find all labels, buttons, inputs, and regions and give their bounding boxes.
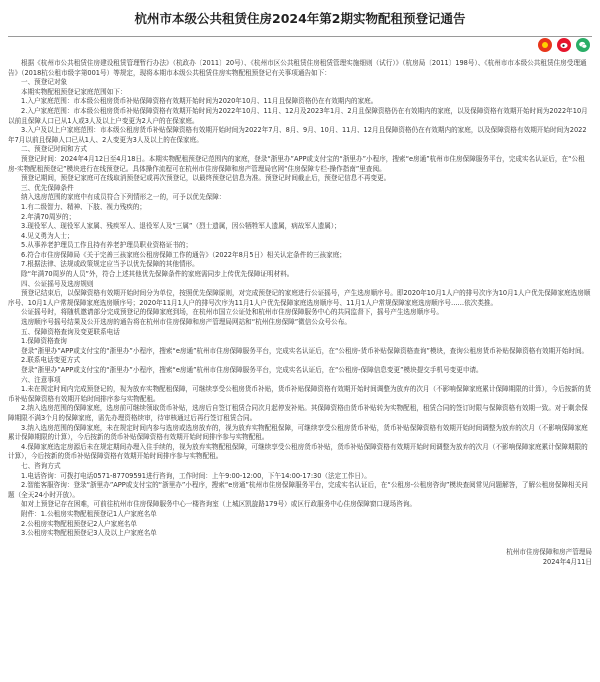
issuer-name: 杭州市住房保障和房产管理局 [506,547,592,556]
wechat-icon[interactable] [576,38,590,52]
paragraph: 三、优先保障条件 [21,183,74,192]
paragraph: 2.纳入选房范围的保障家庭，选房前可继续领取货币补贴，选房后自签订租赁合同次月起停发补贴。其保障资格由货币补贴转为实物配租，租赁合同的签订时限与保障资格有效期一致。对于剩余保障期限不满3个月的保障家庭，需先办理资格续审，待审核通过后再行签订租赁合同。 [8,404,588,422]
signature-block [8,547,592,567]
paragraph: 1.有二级智力、精神、下肢、视力残疾的； [21,202,146,211]
issue-date: 2024年4月11日 [542,557,592,566]
paragraph: 6.符合市住房保障局《关于完善三孩家庭公租房保障工作的通告》（2022年8月5日）相关认定条件的三孩家庭； [21,250,346,259]
share-bar [538,38,590,52]
paragraph: 4.保障家庭选定房源后未在规定期间办理入住手续的，视为放弃实物配租保障，可继续享受公租房货币补贴，货币补贴保障资格有效期开始时间调整为放弃的次月（不影响保障家庭累计保障期限的计算），今后按新的货币补贴保障资格有效期开始时间排序参与实物配租。 [8,442,588,461]
paragraph: 3.纳入选房范围的保障家庭，未在规定时间内参与选房或选房放弃的，视为放弃实物配租保障，可继续享受公租房货币补贴，货币补贴保障资格有效期开始时间调整为放弃的次月（不影响保障家庭累计保障期限的计算），今后按新的货币补贴保障资格有效期开始时间排序参与实物配租。 [8,423,588,442]
paragraph: 登录“浙里办”APP或支付宝的“浙里办”小程序，搜索“e房通”杭州市住房保障服务平台，完成实名认证后，在“公租房-货币补贴保障资格查询”模块，查询公租房货币补贴保障资格有效期开始时间。 [21,346,589,355]
paragraph: 本期实物配租预登记家庭范围如下： [21,87,127,96]
paragraph: 2.年满70周岁的； [21,212,76,221]
weibo-icon[interactable] [557,38,571,52]
paragraph: 纳入选房范围的家庭中有成员符合下列情形之一的，可予以优先保障： [21,193,226,202]
paragraph: 预登记时间：2024年4月12日至4月18日。本期实物配租预登记范围内的家庭，登录“浙里办”APP或支付宝的“浙里办”小程序，搜索“e房通”杭州市住房保障服务平台，完成实名认证后，在“公租房-实物配租预登记”模块进行在线预登记。具体操作流程可在杭州市住房保障和房产管理局官网“住房保障专栏-操作指南”里查阅。 [8,154,585,173]
paragraph: 1.电话咨询：可拨打电话0571-87709591进行咨询，工作时间：上午9:00-12:00，下午14:00-17:30（法定工作日）。 [21,471,371,480]
paragraph: 根据《杭州市公共租赁住房建设租赁管理暂行办法》（杭政办〔2011〕20号）、《杭州市区公共租赁住房租赁管理实施细则（试行）》（杭房局〔2011〕198号）、《杭州市市本级公共租赁住房受理通告》（2018杭公租市级字第001号）等规定，现将本期市本级公共租赁住房实物配租预登记有关事项通告如下： [8,59,587,77]
paragraph: 四、公证摇号及选房规则 [21,279,94,288]
paragraph: 选房顺序号摇号结果及公开选房的通告将在杭州市住房保障和房产管理局网站和“杭州住房保障”微信公众号公布。 [21,318,351,327]
paragraph: 除“年满70周岁的人员”外，符合上述其他优先保障条件的家庭需同步上传优先保障证明材料。 [21,270,294,279]
paragraph: 1.保障资格查询 [21,337,67,346]
paragraph: 7.根据法律、法规或政策规定应当予以优先保障的其他情形。 [21,260,199,269]
paragraph: 预登记期间，预登记家庭可在线取消预登记或再次预登记，以最终预登记信息为准。预登记时间截止后，预登记信息不再变更。 [21,174,391,183]
paragraph: 七、咨询方式 [21,461,61,470]
paragraph: 2.入户家庭范围：市本级公租房货币补贴保障资格有效期开始时间为2022年10月、11月、12月及2023年1月、2月且保障资格仍在有效期内的家庭，以及保障资格有效期开始时间为2022年10月以前且保障人口已从1人或3人及以上户变更为2人户的在保家庭。 [8,106,588,125]
paragraph: 1.入户家庭范围：市本级公租房货币补贴保障资格有效期开始时间为2020年10月、11月且保障资格仍在有效期内的家庭。 [21,97,378,106]
paragraph: 一、预登记对象 [21,78,68,87]
paragraph: 如对上预登记存在困难，可前往杭州市住房保障服务中心一楼咨询室（上城区凯旋路179号）或区行政服务中心住房保障窗口现场咨询。 [21,500,417,509]
paragraph: 预登记结束后，以保障资格有效期开始时间分为单位，按照优先保障原则，对完成预登记的家庭进行公证摇号，产生选房顺序号。即2020年10月1人户的排号次序为10月1人户优先保障家庭选房顺序号、10月1人户常规保障家庭选房顺序号；2020年11月1人户的排号次序为11月1人户优先保障家庭选房顺序号、11月1人户常规保障家庭选房顺序号……依次类推。 [8,289,591,307]
paragraph: 2.智能客服咨询：登录“浙里办”APP或支付宝的“浙里办”小程序，搜索“e房通”杭州市住房保障服务平台，完成实名认证后，在“公租房-公租房咨询”模块查阅常见问题解答，了解公租房保障相关问题（全天24小时开放）。 [8,481,588,499]
party-emblem-icon[interactable] [538,38,552,52]
paragraph: 4.见义勇为人士； [21,231,74,240]
paragraph: 2.联系电话变更方式 [21,356,81,365]
paragraph: 五、保障资格查询及变更联系电话 [21,327,120,336]
page-title: 杭州市本级公共租赁住房2024年第2期实物配租预登记通告 [134,11,466,26]
paragraph: 3.入户及以上户家庭范围：市本级公租房货币补贴保障资格有效期开始时间为2022年7月、8月、9月、10月、11月、12月且保障资格仍在有效期内的家庭，以及保障资格有效期开始时间为2022年7月以前且保障人口已从1人、2人变更为3人及以上的在保家庭。 [8,126,587,144]
paragraph: 2.公租房实物配租预登记2人户家庭名单 [21,519,137,528]
paragraph: 公证摇号时，将随机邀请部分完成预登记的保障家庭到场，在杭州市国立公证处和杭州市住房保障服务中心的共同监督下，摇号产生选房顺序号。 [21,308,443,317]
paragraph: 3.现役军人、现役军人家属、残疾军人、退役军人及“三属”（烈士遗属，因公牺牲军人遗属，病故军人遗属）； [21,222,341,231]
paragraph: 1.未在规定时间内完成预登记的，视为放弃实物配租保障，可继续享受公租房货币补贴，货币补贴保障资格有效期开始时间调整为放弃的次月（不影响保障家庭累计保障期限的计算），今后按新的货币补贴保障资格有效期开始时间排序参与实物配租。 [8,385,592,403]
paragraph: 3.公租房实物配租预登记3人及以上户家庭名单 [21,529,157,538]
paragraph: 二、预登记时间和方式 [21,145,87,154]
paragraph: 登录“浙里办”APP或支付宝的“浙里办”小程序，搜索“e房通”杭州市住房保障服务平台，完成实名认证后，在“公租房-保障信息变更”模块提交手机号变更申请。 [21,366,483,374]
notice-body [8,59,592,539]
paragraph: 附件：1.公租房实物配租预登记1人户家庭名单 [21,509,157,518]
paragraph: 5.从事养老护理员工作且持有养老护理员职业资格证书的； [21,241,193,250]
title-divider [8,36,592,37]
paragraph: 六、注意事项 [21,375,61,384]
